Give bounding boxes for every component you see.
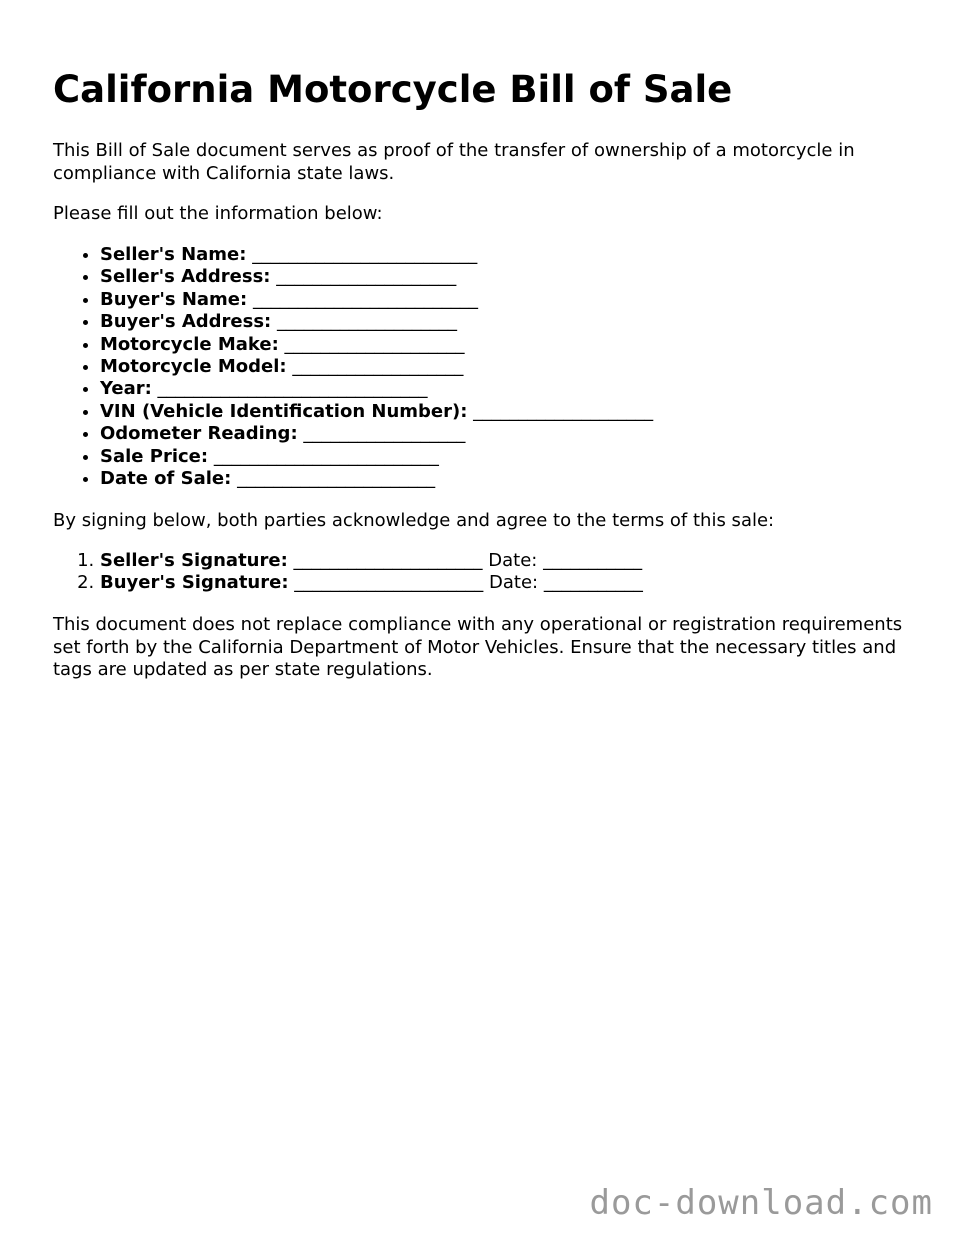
field-blank: ____________________ <box>284 333 465 355</box>
signature-buyer[interactable] <box>100 572 643 594</box>
field-blank: ____________________ <box>276 266 457 288</box>
field-blank: ______________________ <box>237 468 436 490</box>
signature-label: Buyer's Signature: <box>100 572 289 594</box>
field-label: Seller's Name: <box>100 244 247 265</box>
fill-prompt: Please fill out the information below: <box>53 203 383 224</box>
field-label: Motorcycle Make: <box>100 333 279 355</box>
field-blank: ______________________________ <box>157 378 428 400</box>
field-year[interactable] <box>100 378 653 400</box>
field-label: Motorcycle Model: <box>100 356 287 378</box>
field-label: Buyer's Address: <box>100 311 272 333</box>
field-odometer-reading[interactable] <box>100 423 653 445</box>
date-blank: ___________ <box>543 550 643 571</box>
field-buyers-name[interactable] <box>100 289 653 311</box>
field-sale-price[interactable] <box>100 446 653 468</box>
field-label: Year: <box>100 378 152 400</box>
field-blank: _________________________ <box>213 445 439 467</box>
field-motorcycle-model[interactable] <box>100 356 653 378</box>
date-label: Date: <box>489 572 539 594</box>
field-label: Seller's Address: <box>100 266 271 288</box>
field-blank: __________________ <box>303 423 466 445</box>
field-label: Buyer's Name: <box>100 288 248 310</box>
field-blank: ____________________ <box>473 400 654 422</box>
signature-list <box>53 550 643 595</box>
field-buyers-address[interactable] <box>100 311 653 333</box>
field-label: Sale Price: <box>100 445 209 467</box>
signature-blank: _____________________ <box>294 572 484 594</box>
field-motorcycle-make[interactable] <box>100 334 653 356</box>
date-blank: ___________ <box>543 572 643 594</box>
field-list <box>53 244 653 490</box>
field-blank: _________________________ <box>252 288 478 310</box>
sign-prompt: By signing below, both parties acknowledge and agree to the terms of this sale: <box>53 510 775 531</box>
document-title: California Motorcycle Bill of Sale <box>53 68 733 111</box>
signature-seller[interactable] <box>100 550 643 572</box>
watermark: doc-download.com <box>589 1183 933 1223</box>
disclaimer-paragraph: This document does not replace compliance with any operational or registration requirements set forth by the California Department of Motor Vehicles. Ensure that the necessary titles and tags are updated as per state regulations. <box>53 614 903 680</box>
signature-blank: _____________________ <box>293 550 483 571</box>
date-label: Date: <box>488 550 538 571</box>
field-sellers-name[interactable] <box>100 244 653 266</box>
field-blank: ____________________ <box>277 311 457 333</box>
field-label: VIN (Vehicle Identification Number): <box>100 400 468 422</box>
field-sellers-address[interactable] <box>100 266 653 288</box>
field-date-of-sale[interactable] <box>100 468 653 490</box>
intro-paragraph: This Bill of Sale document serves as proof of the transfer of ownership of a motorcycle in compliance with California state laws. <box>53 140 855 184</box>
signature-label: Seller's Signature: <box>100 550 288 571</box>
field-blank: ___________________ <box>292 356 464 378</box>
field-vin[interactable] <box>100 401 653 423</box>
field-blank: _________________________ <box>252 244 478 265</box>
field-label: Date of Sale: <box>100 468 232 490</box>
field-label: Odometer Reading: <box>100 423 298 445</box>
